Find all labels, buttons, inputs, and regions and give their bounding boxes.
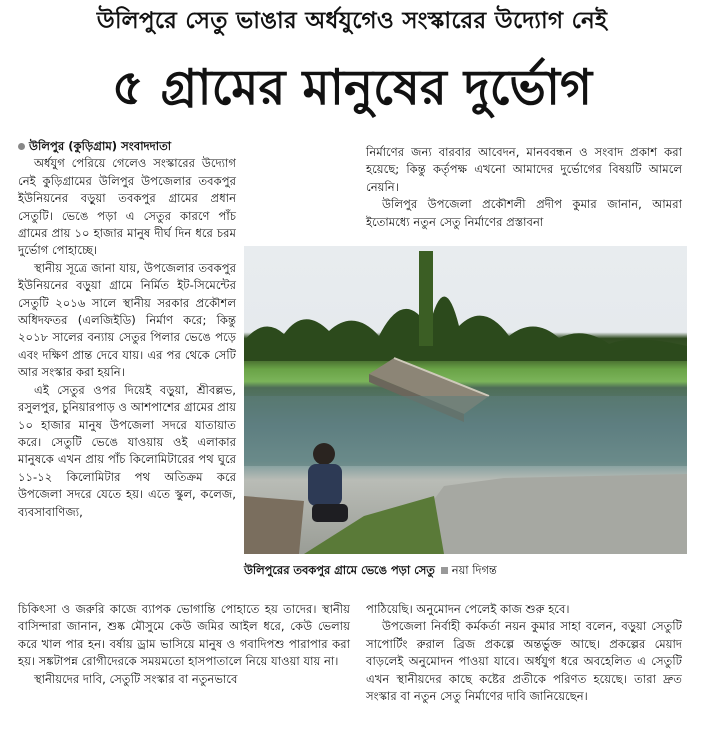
paragraph: অর্ধযুগ পেরিয়ে গেলেও সংস্কারের উদ্যোগ নেই কুড়িগ্রামের উলিপুর উপজেলার তবকপুর ইউনিয়নের বড়ুয়া তবকপুর গ্রামের প্রধান সেতুটি। ভেঙে পড়া এ সেতুর কারণে পাঁচ গ্রামের প্রায় ১০ হাজার মানুষ দীর্ঘ দিন ধরে চরম দুর্ভোগ পোহাচ্ছে।: [18, 156, 236, 258]
paragraph: উলিপুর উপজেলা প্রকৌশলী প্রদীপ কুমার জানান, আমরা ইতোমধ্যে নতুন সেতু নির্মাণের প্রস্তাবনা: [366, 197, 682, 229]
bottom-left-column: [18, 601, 350, 688]
square-icon: [441, 567, 448, 574]
photo-caption: [244, 562, 687, 581]
paragraph: উপজেলা নির্বাহী কর্মকর্তা নয়ন কুমার সাহা বলেন, বড়ুয়া সেতুটি সাপোর্টিং রুরাল ব্রিজ প্রকল্পে অন্তর্ভুক্ত আছে। প্রকল্পের মেয়াদ বাড়লেই অনুমোদন পাওয়া যাবে। অর্ধযুগ ধরে অবহেলিত এ সেতুটি এখন স্থানীয়দের কাছে কষ্টের প্রতীকে পরিণত হয়েছে। তারা দ্রুত সংস্কার বা নতুন সেতু নির্মাণের দাবি জানিয়েছেন।: [366, 619, 682, 704]
bullet-icon: [18, 143, 25, 150]
main-headline: ৫ গ্রামের মানুষের দুর্ভোগ: [111, 59, 593, 116]
left-column: [18, 138, 236, 521]
paragraph: চিকিৎসা ও জরুরি কাজে ব্যাপক ভোগান্তি পোহাতে হয় তাদের। স্থানীয় বাসিন্দারা জানান, শুষ্ক মৌসুমে কেউ জমির আইল ধরে, কেউ ভেলায় করে খাল পার হন। বর্ষায় ড্রাম ভাসিয়ে মানুষ ও গবাদিপশু পারাপার করা হয়। সঙ্কটাপন্ন রোগীদেরকে সময়মতো হাসপাতালে নিয়ে যাওয়া যায় না।: [18, 602, 350, 669]
byline: উলিপুর (কুড়িগ্রাম) সংবাদদাতা: [18, 138, 236, 155]
right-column-bottom: [366, 601, 682, 705]
photo-illustration: [244, 246, 687, 554]
paragraph: স্থানীয় সূত্রে জানা যায়, উপজেলার তবকপুর ইউনিয়নের বড়ুয়া গ্রামে নির্মিত ইট-সিমেন্টের সেতুটি ২০১৬ সালে স্থানীয় সরকার প্রকৌশল অধিদফতর (এলজিইডি) নির্মাণ করে; কিন্তু ২০১৮ সালের বন্যায় সেতুর পিলার ভেঙে পড়ে এবং দক্ষিণ প্রান্ত দেবে যায়। এর পর থেকে সেটি আর সংস্কার করা হয়নি।: [18, 260, 236, 380]
right-column-top: [366, 144, 682, 231]
paragraph: এই সেতুর ওপর দিয়েই বড়ুয়া, শ্রীবল্লভ, রসুলপুর, চুনিয়ারপাড় ও আশপাশের গ্রামের প্রায় ১০ হাজার মানুষ উপজেলা সদরে যাতায়াত করে। সেতুটি ভেঙে যাওয়ায় ওই এলাকার মানুষকে এখন প্রায় পাঁচ কিলোমিটারের পথ ঘুরে ১১-১২ কিলোমিটার পথ অতিক্রম করে উপজেলা সদরে যেতে হয়। এতে স্কুল, কলেজ, ব্যবসাবাণিজ্য,: [18, 382, 237, 519]
paragraph: স্থানীয়দের দাবি, সেতুটি সংস্কার বা নতুনভাবে: [34, 671, 238, 686]
paragraph: নির্মাণের জন্য বারবার আবেদন, মানববন্ধন ও সংবাদ প্রকাশ করা হয়েছে; কিন্তু কর্তৃপক্ষ এখনো আমাদের দুর্ভোগের বিষয়টি আমলে নেয়নি।: [366, 145, 682, 194]
paragraph: পাঠিয়েছি। অনুমোদন পেলেই কাজ শুরু হবে।: [366, 602, 570, 616]
photo-credit: নয়া দিগন্ত: [451, 563, 497, 577]
caption-text: উলিপুরের তবকপুর গ্রামে ভেঙে পড়া সেতু: [244, 563, 435, 577]
kicker-headline: উলিপুরে সেতু ভাঙার অর্ধযুগেও সংস্কারের উদ্যোগ নেই: [96, 8, 608, 34]
bridge-photo: [244, 246, 687, 554]
